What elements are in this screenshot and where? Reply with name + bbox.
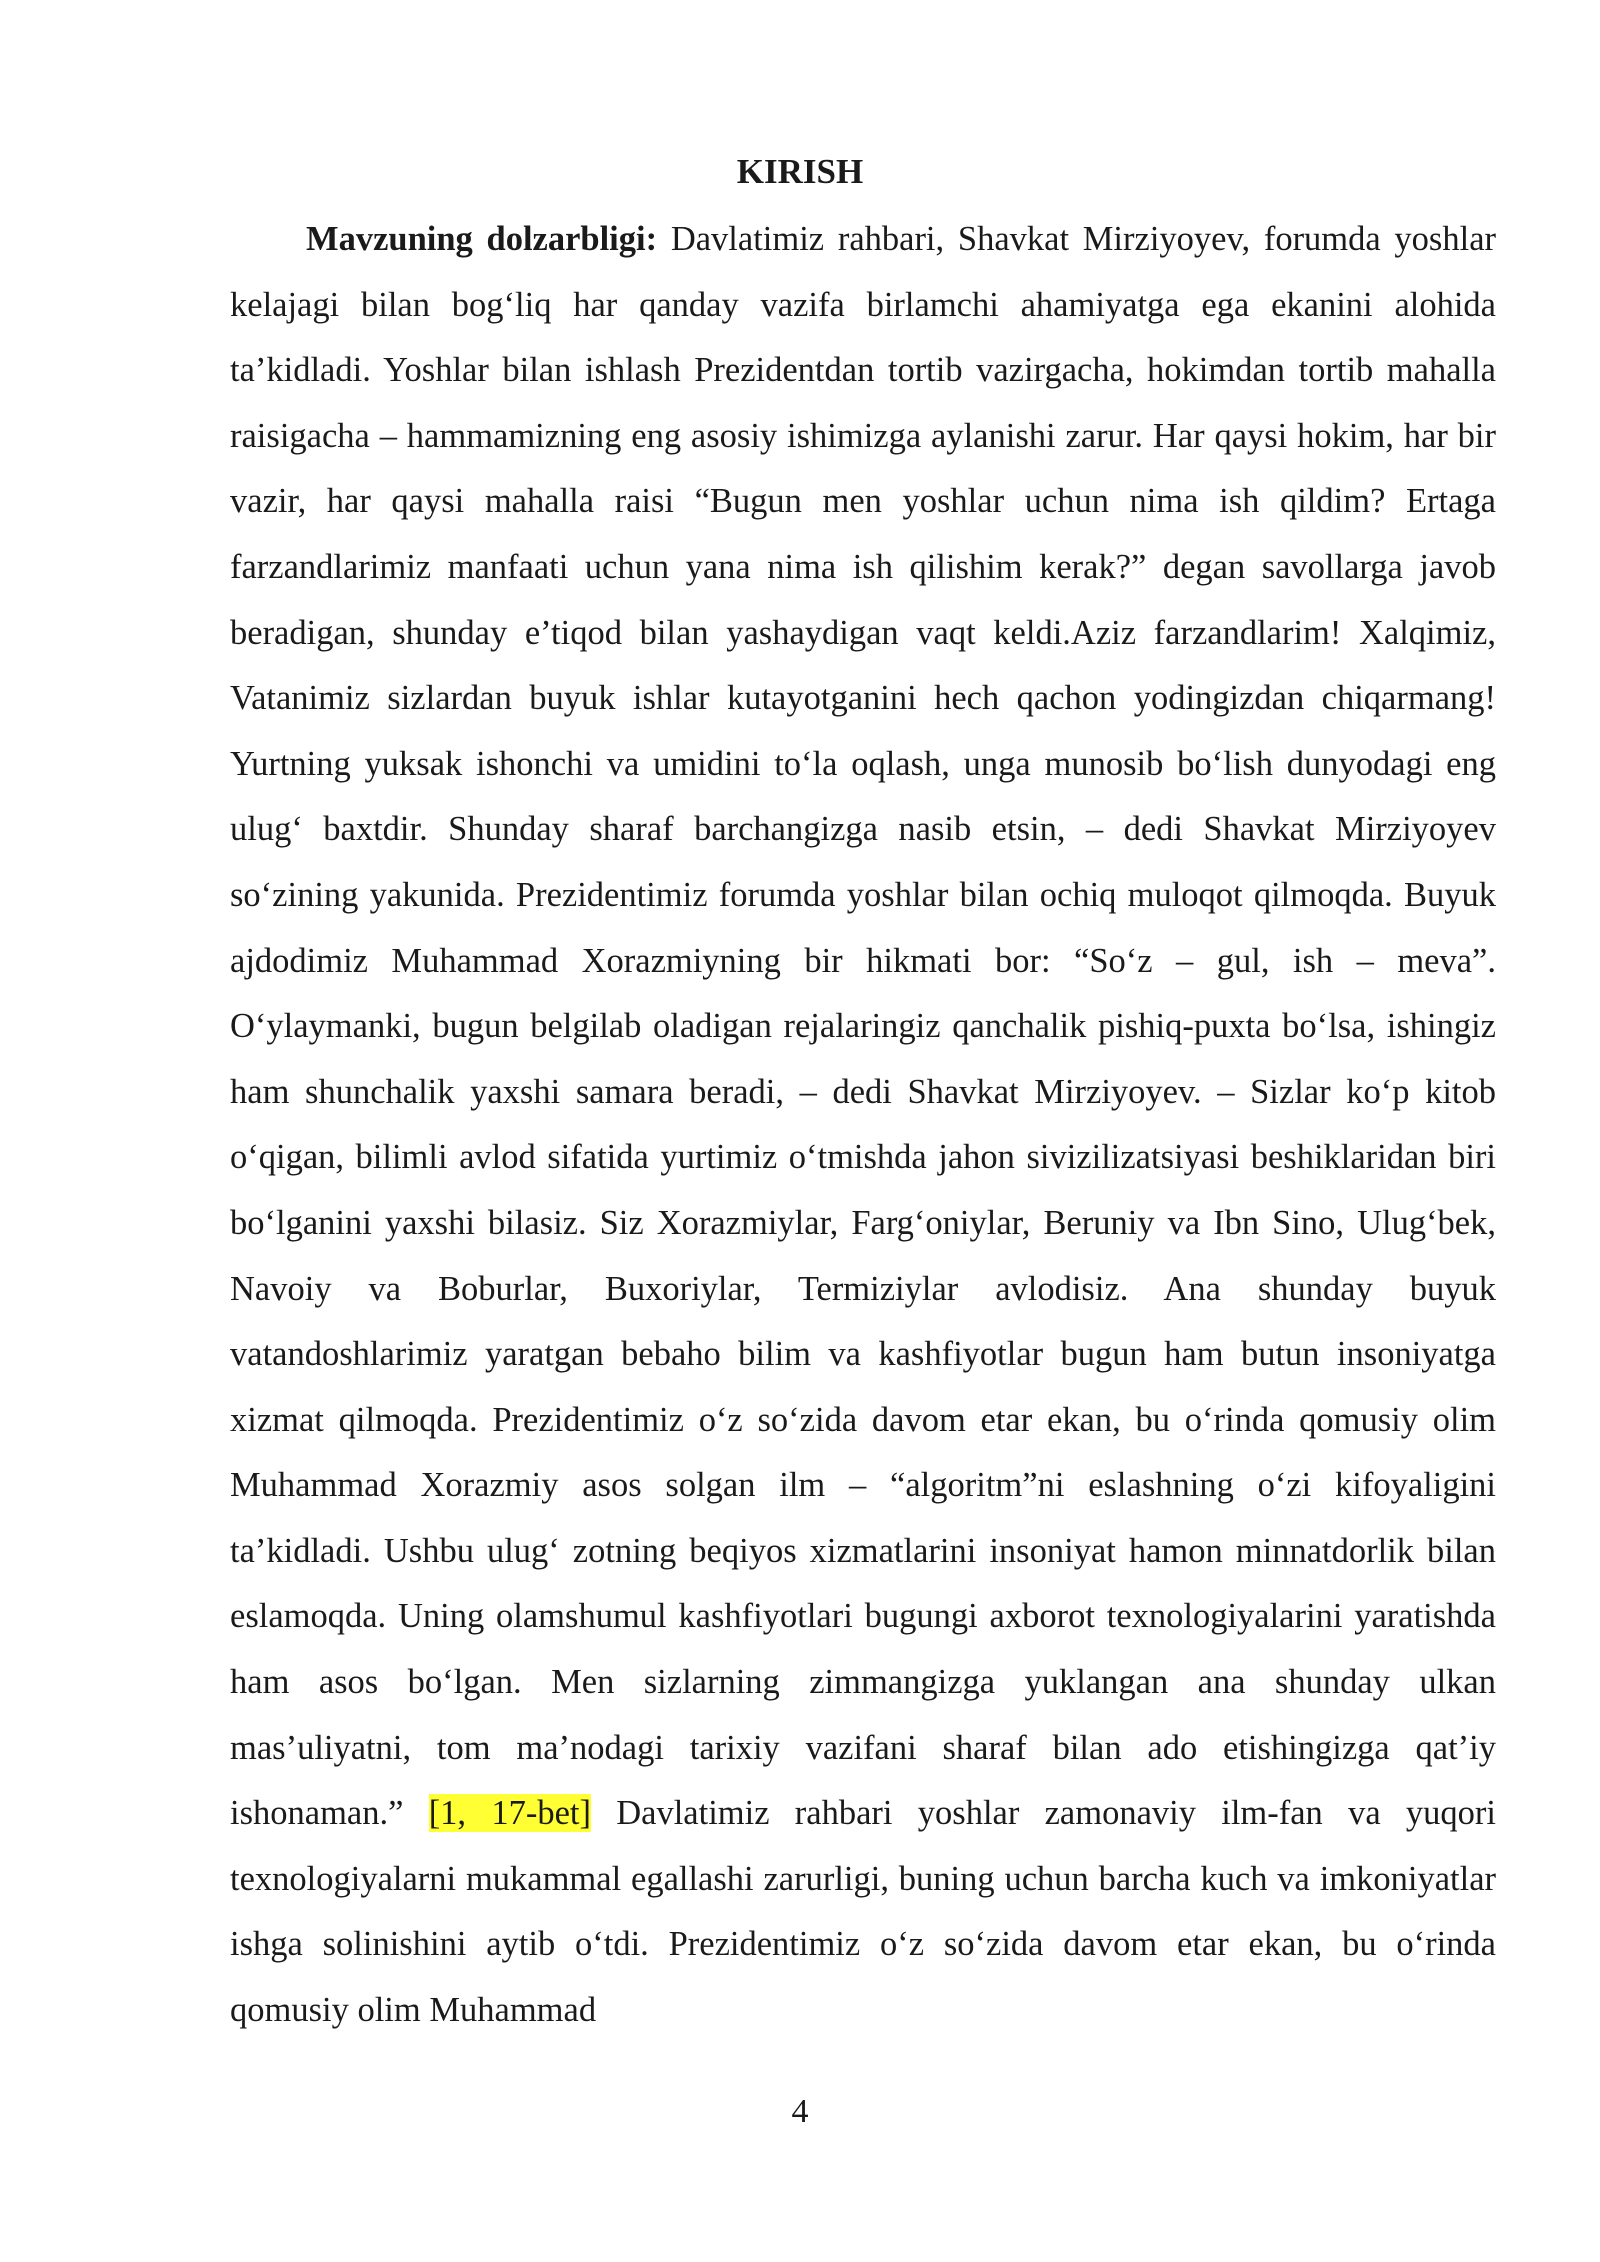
page-number: 4: [791, 2093, 809, 2130]
paragraph-text-continued: Davlatimiz rahbari yoshlar zamonaviy ilm-fan va yuqori texnologiyalarni mukammal egallashi zarurligi, buning uchun barcha kuch va imkoniyatlar ishga solinishini aytib o‘tdi. Prezidentimiz o‘z so‘zida davom etar ekan, bu o‘rinda qomusiy olim Muhammad: [230, 1794, 1496, 2030]
paragraph-text-main: Davlatimiz rahbari, Shavkat Mirziyoyev, forumda yoshlar kelajagi bilan bog‘liq har qanday vazifa birlamchi ahamiyatga ega ekanini alohida ta’kidladi. Yoshlar bilan ishlash Prezidentdan tortib vazirgacha, hokimdan tortib mahalla raisigacha – hammamizning eng asosiy ishimizga aylanishi zarur. Har qaysi hokim, har bir vazir, har qaysi mahalla raisi “Bugun men yoshlar uchun nima ish qildim? Ertaga farzandlarimiz manfaati uchun yana nima ish qilishim kerak?” degan savollarga javob beradigan, shunday e’tiqod bilan yashaydigan vaqt keldi.Aziz farzandlarim! Xalqimiz, Vatanimiz sizlardan buyuk ishlar kutayotganini hech qachon yodingizdan chiqarmang! Yurtning yuksak ishonchi va umidini to‘la oqlash, unga munosib bo‘lish dunyodagi eng ulug‘ baxtdir. Shunday sharaf barchangizga nasib etsin, – dedi Shavkat Mirziyoyev so‘zining yakunida. Prezidentimiz forumda yoshlar bilan ochiq muloqot qilmoqda. Buyuk ajdodimiz Muhammad Xorazmiyning bir hikmati bor: “So‘z – gul, ish – meva”. O‘ylaymanki, bugun belgilab oladigan rejalaringiz qanchalik pishiq-puxta bo‘lsa, ishingiz ham shunchalik yaxshi samara beradi, – dedi Shavkat Mirziyoyev. – Sizlar ko‘p kitob o‘qigan, bilimli avlod sifatida yurtimiz o‘tmishda jahon sivizilizatsiyasi beshiklaridan biri bo‘lganini yaxshi bilasiz. Siz Xorazmiylar, Farg‘oniylar, Beruniy va Ibn Sino, Ulug‘bek, Navoiy va Boburlar, Buxoriylar, Termiziylar avlodisiz. Ana shunday buyuk vatandoshlarimiz yaratgan bebaho bilim va kashfiyotlar bugun ham butun insoniyatga xizmat qilmoqda. Prezidentimiz o‘z so‘zida davom etar ekan, bu o‘rinda qomusiy olim Muhammad Xorazmiy asos solgan ilm – “algoritm”ni eslashning o‘zi kifoyaligini ta’kidladi. Ushbu ulug‘ zotning beqiyos xizmatlarini insoniyat hamon minnatdorlik bilan eslamoqda. Uning olamshumul kashfiyotlari bugungi axborot texnologiyalarini yaratishda ham asos bo‘lgan. Men sizlarning zimmangizga yuklangan ana shunday ulkan mas’uliyatni, tom ma’nodagi tarixiy vazifani sharaf bilan ado etishingizga qat’iy ishonaman.”: [230, 220, 1496, 1833]
body-paragraph: [230, 207, 1496, 2044]
citation-highlight: [1, 17-bet]: [428, 1794, 591, 1833]
lead-label: Mavzuning dolzarbligi:: [306, 220, 658, 258]
page-heading: KIRISH: [736, 152, 864, 191]
